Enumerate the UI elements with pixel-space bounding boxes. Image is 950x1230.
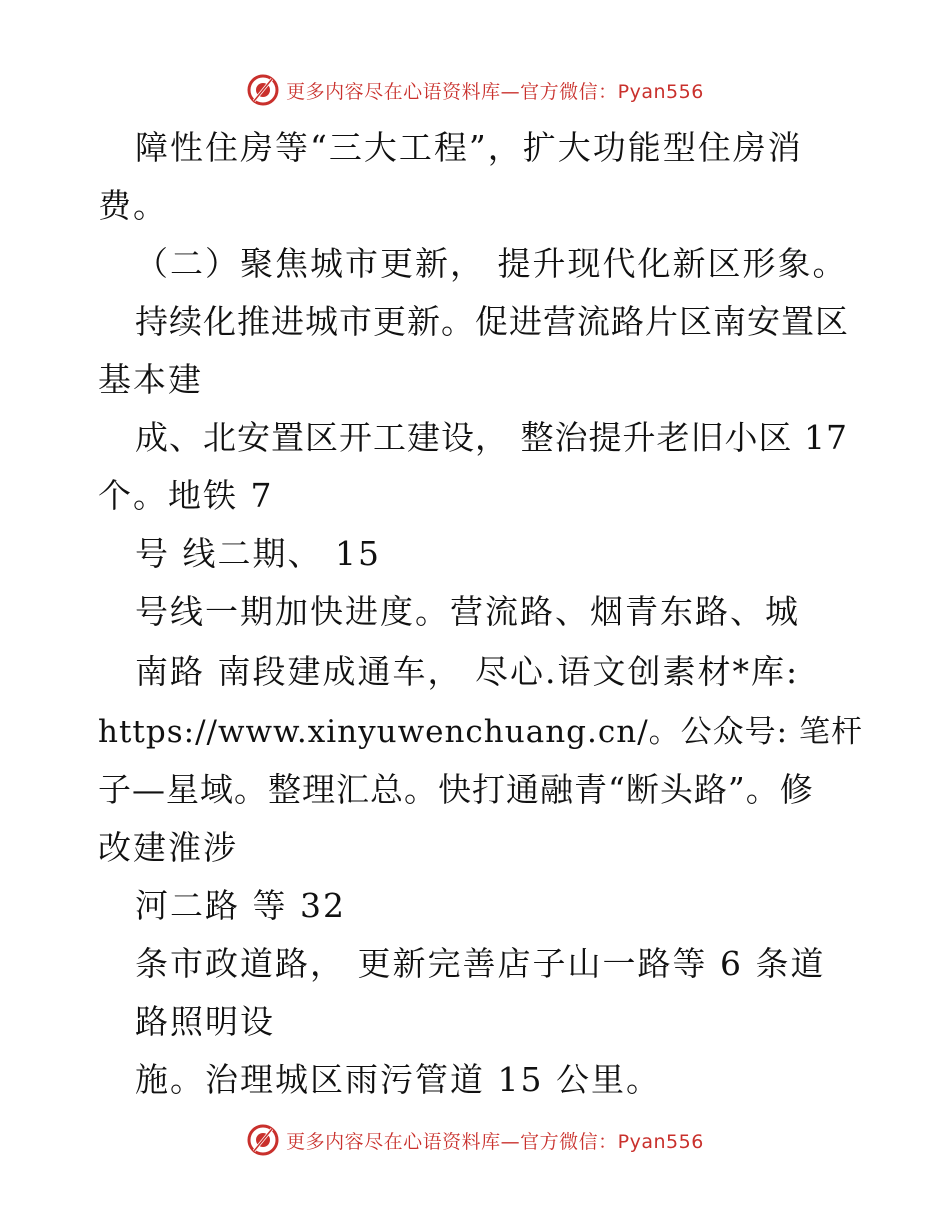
text-line: 改建淮涉 bbox=[98, 828, 238, 867]
text-line: 河二路 等 32 bbox=[135, 886, 346, 925]
text-line: 号 线二期、 15 bbox=[135, 534, 381, 573]
text-line: 障性住房等“三大工程”，扩大功能型住房消 bbox=[135, 128, 803, 167]
watermark-footer bbox=[0, 1120, 950, 1160]
watermark-logo-icon bbox=[246, 1123, 280, 1157]
section-heading: （二）聚焦城市更新， 提升现代化新区形象。 bbox=[135, 244, 848, 283]
text-line: https://www.xinyuwenchuang.cn/。公众号: 笔杆 bbox=[98, 714, 863, 750]
text-line: 南路 南段建成通车， 尽心.语文创素材*库: bbox=[135, 652, 800, 691]
watermark-header bbox=[0, 70, 950, 110]
text-line: 费。 bbox=[98, 186, 168, 225]
text-line: 基本建 bbox=[98, 360, 203, 399]
watermark-logo-icon bbox=[246, 73, 280, 107]
watermark-text: 更多内容尽在心语资料库—官方微信：Pyan556 bbox=[286, 1130, 704, 1153]
text-line: 持续化推进城市更新。促进营流路片区南安置区 bbox=[135, 302, 849, 341]
text-line: 条市政道路， 更新完善店子山一路等 6 条道 bbox=[135, 944, 826, 983]
watermark-text: 更多内容尽在心语资料库—官方微信：Pyan556 bbox=[286, 80, 704, 103]
text-line: 路照明设 bbox=[135, 1002, 275, 1041]
text-line: 施。治理城区雨污管道 15 公里。 bbox=[135, 1060, 661, 1099]
text-line: 号线一期加快进度。营流路、烟青东路、城 bbox=[135, 592, 800, 631]
text-line: 成、北安置区开工建设， 整治提升老旧小区 17 bbox=[135, 418, 848, 457]
text-line: 个。地铁 7 bbox=[98, 476, 274, 515]
text-line: 子—星域。整理汇总。快打通融青“断头路”。修 bbox=[98, 770, 814, 809]
